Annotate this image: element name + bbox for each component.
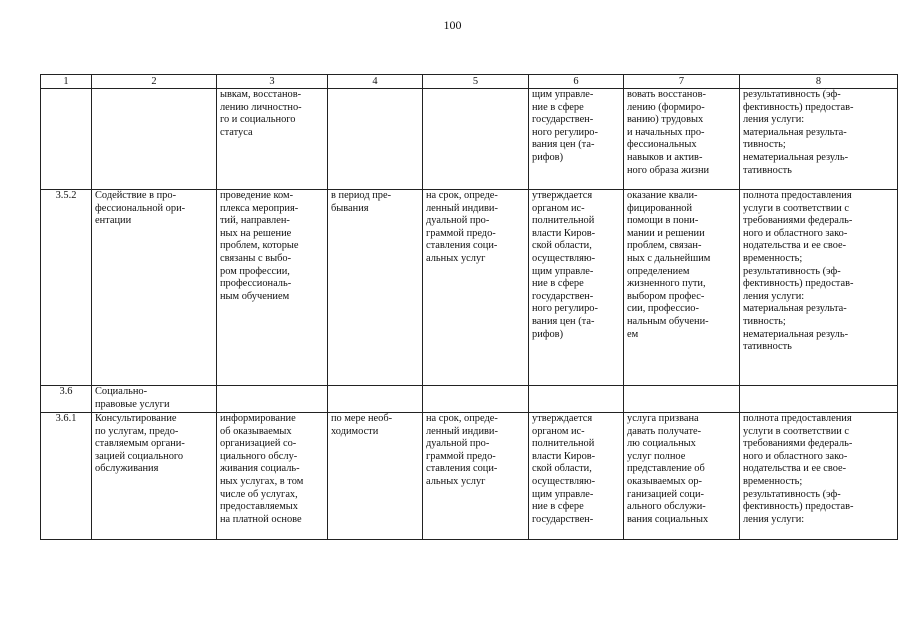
service-term-cell [423, 190, 529, 386]
page-number: 100 [443, 18, 462, 32]
cell-text: в период пре- бывания [331, 190, 392, 214]
service-conditions-cell [624, 190, 740, 386]
column-number: 7 [624, 75, 740, 89]
cell-text: услуга призвана давать получате- лю социальных услуг полное представление об оказываемых ор- ганизацией соци- ального обслужи- вания социальных [627, 413, 709, 525]
column-number: 8 [740, 75, 898, 89]
service-conditions-cell [624, 386, 740, 413]
cell-text: проведение ком- плекса мероприя- тий, направлен- ных на решение проблем, которые связаны с выбо- ром профессии, профессиональ- ным обучением [220, 190, 299, 302]
service-term-cell [423, 89, 529, 190]
service-tariff-cell [529, 413, 624, 540]
table-row [41, 386, 898, 413]
cell-text: Социально- правовые услуги [95, 386, 170, 410]
service-conditions-cell [624, 413, 740, 540]
item-number-cell: 3.6.1 [41, 413, 92, 540]
column-number: 3 [217, 75, 328, 89]
item-number-cell [41, 89, 92, 190]
cell-text: на срок, опреде- ленный индиви- дуальной про- граммой предо- ставления соци- альных услуг [426, 190, 498, 264]
service-indicators-cell [740, 89, 898, 190]
cell-text: информирование об оказываемых организацией со- циального обслу- живания социаль- ных услугах, в том числе об услугах, предоставляемых на платной основе [220, 413, 304, 525]
service-tariff-cell [529, 386, 624, 413]
service-name-cell [92, 190, 217, 386]
column-number: 4 [328, 75, 423, 89]
service-period-cell [328, 386, 423, 413]
service-tariff-cell [529, 89, 624, 190]
cell-text: на срок, опреде- ленный индиви- дуальной про- граммой предо- ставления соци- альных услуг [426, 413, 498, 487]
cell-text: Содействие в про- фессиональной ори- ентации [95, 190, 186, 227]
cell-text: результативность (эф- фективность) предостав- ления услуги: материальная результа- тивность; нематериальная резуль- тативность [743, 89, 854, 176]
table-row [41, 89, 898, 190]
item-number-cell: 3.6 [41, 386, 92, 413]
service-period-cell [328, 413, 423, 540]
column-number: 6 [529, 75, 624, 89]
table-row [41, 413, 898, 540]
column-number: 2 [92, 75, 217, 89]
service-period-cell [328, 190, 423, 386]
item-number-cell: 3.5.2 [41, 190, 92, 386]
service-term-cell [423, 413, 529, 540]
service-description-cell [217, 386, 328, 413]
column-number: 5 [423, 75, 529, 89]
service-name-cell [92, 89, 217, 190]
service-term-cell [423, 386, 529, 413]
service-tariff-cell [529, 190, 624, 386]
cell-text: полнота предоставления услуги в соответствии с требованиями федераль- ного и областного зако- нодательства и ее свое- временность; результативность (эф- фективность) предостав- ления услуги: [743, 413, 854, 525]
service-description-cell [217, 413, 328, 540]
service-name-cell [92, 386, 217, 413]
column-number-row [41, 75, 898, 89]
cell-text: щим управле- ние в сфере государствен- ного регулиро- вания цен (та- рифов) [532, 89, 598, 163]
cell-text: по мере необ- ходимости [331, 413, 393, 437]
cell-text: Консультирование по услугам, предо- ставляемым органи- зацией социального обслуживания [95, 413, 185, 475]
cell-text: ывкам, восстанов- лению личностно- го и социального статуса [220, 89, 302, 138]
service-period-cell [328, 89, 423, 190]
table-row [41, 190, 898, 386]
service-conditions-cell [624, 89, 740, 190]
service-name-cell [92, 413, 217, 540]
service-description-cell [217, 190, 328, 386]
service-description-cell [217, 89, 328, 190]
column-number: 1 [41, 75, 92, 89]
cell-text: утверждается органом ис- полнительной власти Киров- ской области, осуществляю- щим управле- ние в сфере государствен- ного регулиро- вания цен (та- рифов) [532, 190, 598, 340]
cell-text: утверждается органом ис- полнительной власти Киров- ской области, осуществляю- щим управле- ние в сфере государствен- [532, 413, 596, 525]
service-indicators-cell [740, 386, 898, 413]
services-table [40, 74, 898, 540]
cell-text: полнота предоставления услуги в соответствии с требованиями федераль- ного и областного зако- нодательства и ее свое- временность; результативность (эф- фективность) предостав- ления услуги: материальная результа- тивность; нематериальная резуль- тативность [743, 190, 854, 353]
service-indicators-cell [740, 190, 898, 386]
service-indicators-cell [740, 413, 898, 540]
cell-text: оказание квали- фицированной помощи в пони- мании и решении проблем, связан- ных с дальнейшим определением жизненного пути, выбором профес- сии, профессио- нальным обучени- ем [627, 190, 711, 340]
cell-text: вовать восстанов- лению (формиро- ванию) трудовых и начальных про- фессиональных навыков и актив- ного образа жизни [627, 89, 710, 176]
